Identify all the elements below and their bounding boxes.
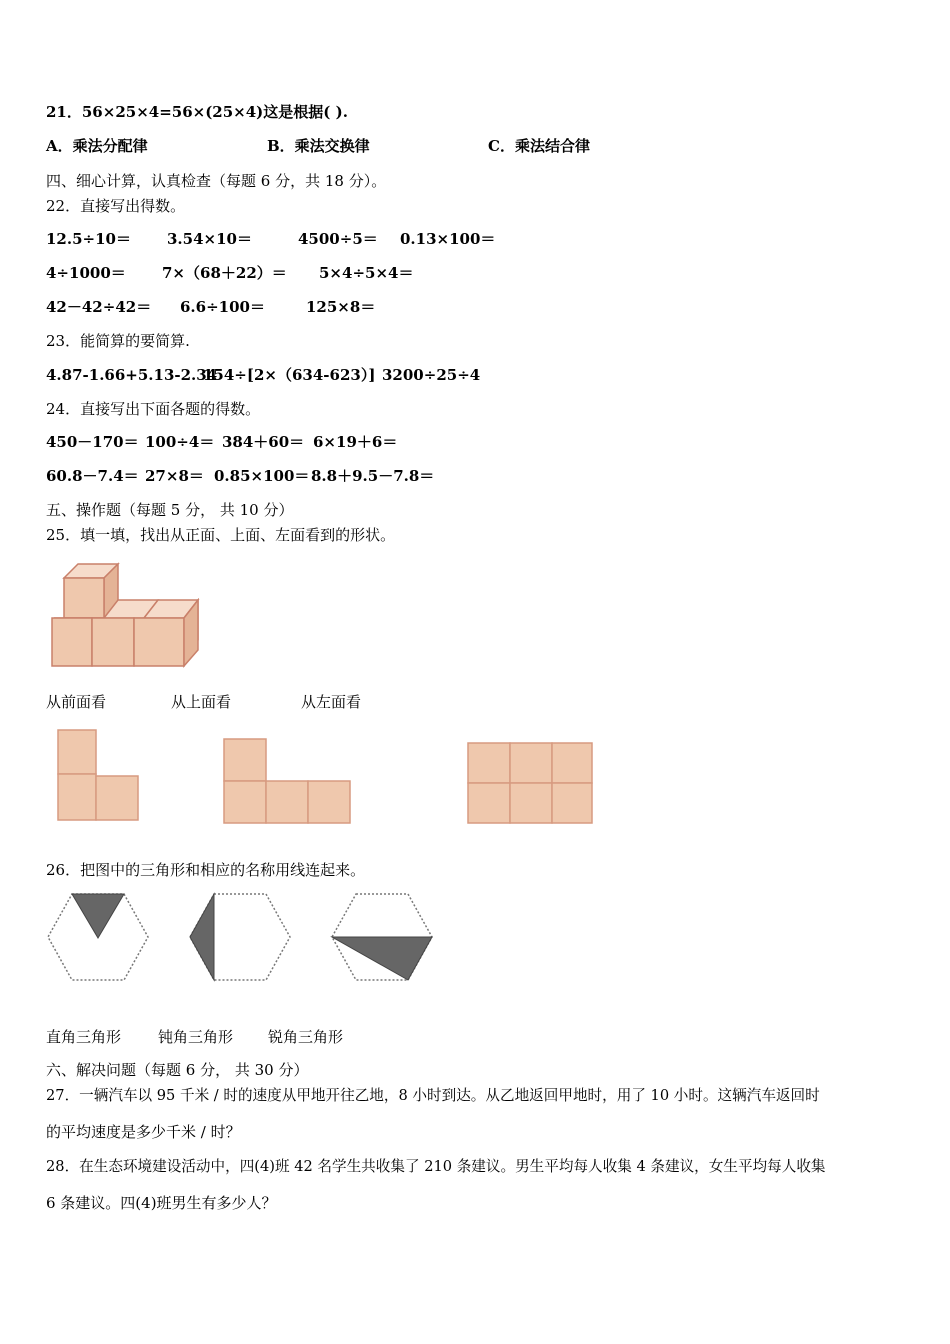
q23-expr: 4.87-1.66+5.13-2.34 [46,366,218,384]
q22-expr: 7×（68＋22）＝ [162,264,287,282]
q26-hexagon-2 [188,892,292,982]
q23-expr: 154÷[2×（634-623）] [203,366,376,384]
q24-expr: 450－170＝ [46,433,139,451]
q25-view-label-top: 从上面看 [171,693,232,711]
q28-text-line-1: 28．在生态环境建设活动中，四(4)班 42 名学生共收集了 210 条建议。男生平均每人收集 4 条建议，女生平均每人收集 [46,1158,826,1175]
section-6-title: 六、解决问题（每题 6 分， 共 30 分） [46,1061,309,1079]
q21-option-b: B．乘法交换律 [267,137,370,155]
q24-expr: 384＋60＝ [222,433,305,451]
q22-expr: 4÷1000＝ [46,264,126,282]
q22-expr: 125×8＝ [306,298,376,316]
q24-stem: 24．直接写出下面各题的得数。 [46,400,261,418]
q28-text-line-2: 6 条建议。四(4)班男生有多少人？ [46,1194,277,1212]
q22-expr: 4500÷5＝ [298,230,378,248]
q25-view-label-left: 从左面看 [301,693,362,711]
q26-hexagon-1 [46,892,150,982]
q24-expr: 100÷4＝ [145,433,215,451]
q22-stem: 22．直接写出得数。 [46,197,186,215]
q25-stem: 25．填一填，找出从正面、上面、左面看到的形状。 [46,526,396,544]
q22-expr: 6.6÷100＝ [180,298,265,316]
q25-front-view [56,728,142,822]
q21-stem: 21．56×25×4=56×(25×4)这是根据( ). [46,103,348,121]
q25-left-view [466,741,594,825]
q21-option-c: C．乘法结合律 [488,137,590,155]
q25-top-view [222,737,352,825]
q23-stem: 23．能简算的要简算. [46,332,190,350]
q25-cube-figure [46,560,206,672]
section-4-title: 四、细心计算，认真检查（每题 6 分，共 18 分）。 [46,172,387,190]
q24-expr: 6×19＋6＝ [313,433,398,451]
q22-expr: 12.5÷10＝ [46,230,131,248]
q25-view-label-front: 从前面看 [46,693,107,711]
q24-expr: 0.85×100＝ [214,467,310,485]
q23-expr: 3200÷25÷4 [382,366,481,384]
q26-stem: 26．把图中的三角形和相应的名称用线连起来。 [46,861,366,879]
q26-hexagon-3 [330,892,434,982]
q21-option-a: A．乘法分配律 [46,137,148,155]
q27-text-line-2: 的平均速度是多少千米 / 时？ [46,1123,241,1141]
q24-expr: 60.8－7.4＝ [46,467,139,485]
q22-expr: 3.54×10＝ [167,230,252,248]
q24-expr: 27×8＝ [145,467,204,485]
q24-expr: 8.8＋9.5－7.8＝ [311,467,435,485]
q22-expr: 5×4÷5×4＝ [319,264,414,282]
q22-expr: 0.13×100＝ [400,230,496,248]
q26-name-right: 直角三角形 [46,1028,122,1046]
q27-text-line-1: 27．一辆汽车以 95 千米 / 时的速度从甲地开往乙地，8 小时到达。从乙地返回甲地时，用了 10 小时。这辆汽车返回时 [46,1087,820,1104]
q26-name-obtuse: 钝角三角形 [158,1028,234,1046]
q26-name-acute: 锐角三角形 [268,1028,344,1046]
q22-expr: 42－42÷42＝ [46,298,152,316]
section-5-title: 五、操作题（每题 5 分， 共 10 分） [46,501,294,519]
